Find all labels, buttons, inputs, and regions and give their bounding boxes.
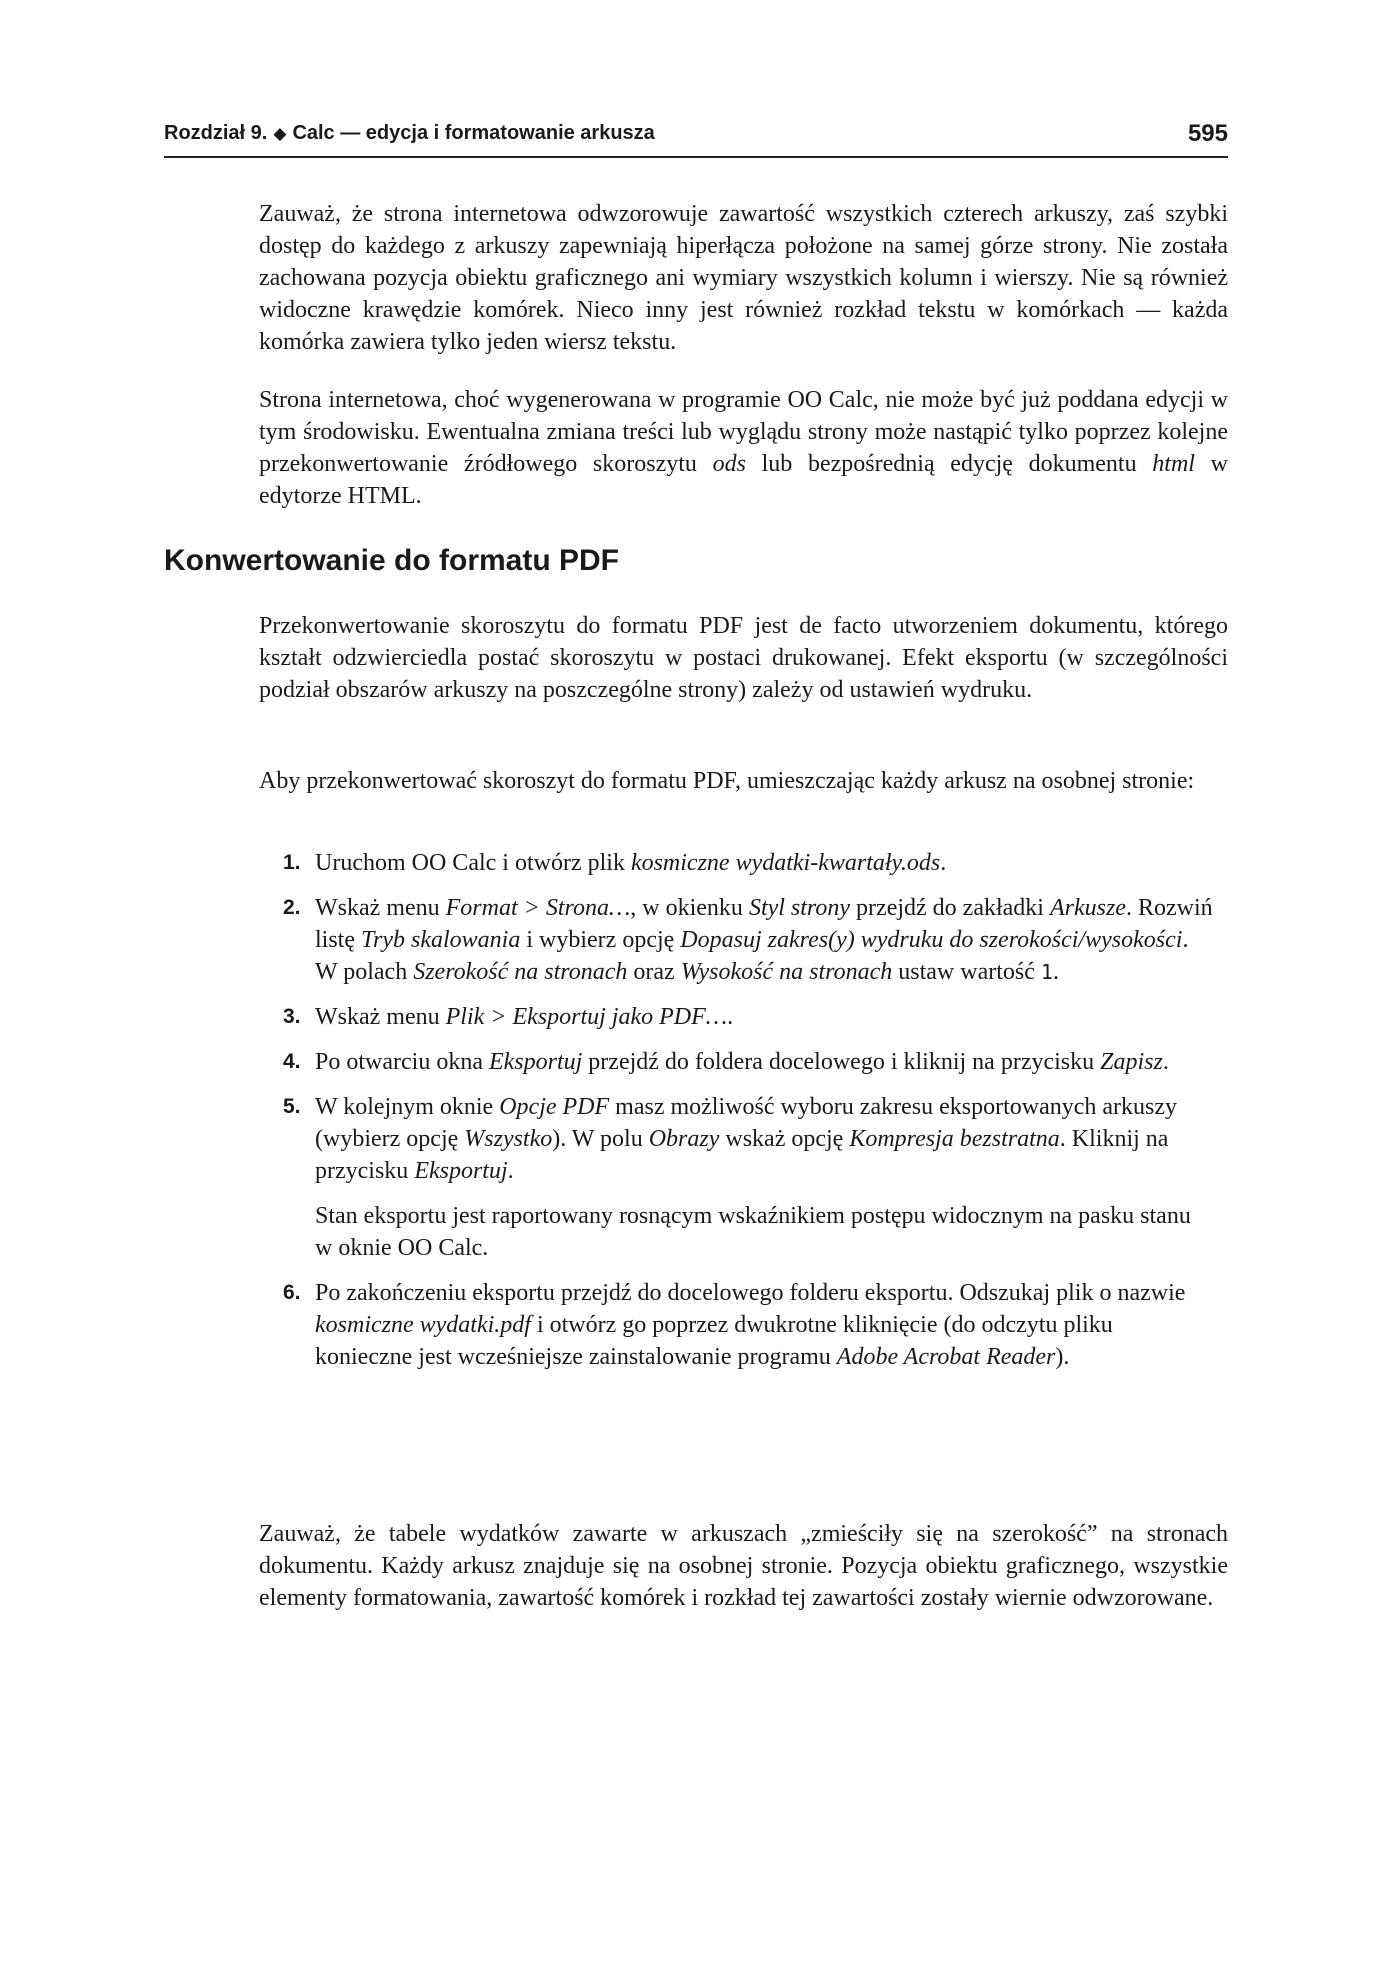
text-run: . — [727, 1004, 734, 1030]
step-item — [283, 1091, 1213, 1264]
step-number: 3. — [283, 1005, 301, 1028]
italic-term: Plik > Eksportuj jako PDF… — [445, 1004, 728, 1030]
text-run: przejdź do zakładki — [850, 895, 1050, 921]
italic-term: kosmiczne wydatki-kwartały.ods — [630, 850, 941, 876]
paragraph-pdf-intro — [259, 610, 1228, 706]
code-value: 1 — [1040, 960, 1053, 984]
paragraph-intro — [259, 198, 1228, 358]
step-number: 2. — [283, 896, 301, 919]
paragraph-text: Zauważ, że tabele wydatków zawarte w arkuszach „zmieściły się na szerokość” na stronach dokumentu. Każdy arkusz znajduje się na osobnej stronie. Pozycja obiektu graficznego, wszystkie elementy formatowania, zawartość komórek i rozkład tej zawartości zostały wiernie odwzorowane. — [259, 1521, 1228, 1611]
paragraph-text: Zauważ, że strona internetowa odwzorowuje zawartość wszystkich czterech arkuszy, zaś szybki dostęp do każdego z arkuszy zapewniają hiperłącza położone na samej górze strony. Nie została zachowana pozycja obiektu graficznego ani wymiary wszystkich kolumn i wierszy. Nie są również widoczne krawędzie komórek. Nieco inny jest również rozkład tekstu w komórkach — każda komórka zawiera tylko jeden wiersz tekstu. — [259, 201, 1228, 355]
step-number: 4. — [283, 1050, 301, 1073]
italic-term: Styl strony — [748, 895, 851, 921]
text-run: . — [940, 850, 947, 876]
italic-term: Obrazy — [648, 1126, 720, 1152]
steps-list — [283, 847, 1213, 1386]
text-run: i otwórz go poprzez dwukrotne kliknięcie (do odczytu pliku konieczne jest wcześniejsze zainstalowanie programu — [315, 1312, 1113, 1370]
italic-term: Eksportuj — [414, 1158, 508, 1184]
step-item — [283, 892, 1213, 988]
step-item — [283, 847, 1213, 879]
text-run: lub bezpośrednią edycję dokumentu — [745, 451, 1153, 477]
step-number: 6. — [283, 1281, 301, 1304]
text-run: ustaw wartość — [892, 959, 1041, 985]
step-note: Stan eksportu jest raportowany rosnącym wskaźnikiem postępu widocznym na pasku stanu w oknie OO Calc. — [315, 1203, 1191, 1261]
section-heading: Konwertowanie do formatu PDF — [164, 544, 620, 577]
page-number: 595 — [1187, 120, 1228, 147]
diamond-icon: ◆ — [273, 124, 287, 143]
running-header — [164, 116, 1228, 158]
text-run: W kolejnym oknie — [315, 1094, 500, 1120]
italic-term: Dopasuj zakres(y) wydruku do szerokości/wysokości — [680, 927, 1183, 953]
text-run: . W polach — [315, 927, 1189, 985]
text-run: i wybierz opcję — [520, 927, 681, 953]
text-run: . Rozwiń listę — [315, 895, 1213, 953]
text-run: wskaż opcję — [719, 1126, 850, 1152]
italic-term: kosmiczne wydatki.pdf — [315, 1312, 531, 1338]
text-run: Strona internetowa, choć wygenerowana w programie OO Calc, nie może być już poddana edycji w tym środowisku. Ewentualna zmiana treści lub wyglądu strony może nastąpić tylko poprzez kolejne przekonwertowanie źródłowego skoroszytu — [259, 387, 1228, 477]
paragraph-steps-intro — [259, 765, 1228, 797]
paragraph-editing — [259, 384, 1228, 512]
text-run: . — [1052, 959, 1059, 985]
text-run: . — [507, 1158, 514, 1184]
italic-term: Arkusze — [1049, 895, 1126, 921]
chapter-name: Calc — edycja i formatowanie arkusza — [292, 122, 655, 144]
italic-term: Adobe Acrobat Reader — [836, 1344, 1056, 1370]
text-run: ). — [1055, 1344, 1070, 1370]
text-run: . Kliknij na przycisku — [315, 1126, 1169, 1184]
italic-term: Format > Strona… — [445, 895, 631, 921]
text-run: przejdź do foldera docelowego i kliknij na przycisku — [582, 1049, 1101, 1075]
step-item — [283, 1001, 1213, 1033]
text-run: masz możliwość wyboru zakresu eksportowanych arkuszy (wybierz opcję — [315, 1094, 1178, 1152]
chapter-label: Rozdział 9. — [164, 122, 268, 144]
text-run: . — [1162, 1049, 1169, 1075]
italic-term: Kompresja bezstratna — [849, 1126, 1060, 1152]
italic-term: Wszystko — [464, 1126, 553, 1152]
paragraph-conclusion — [259, 1518, 1228, 1614]
italic-term: html — [1152, 451, 1195, 477]
italic-term: ods — [712, 451, 746, 477]
paragraph-text: Aby przekonwertować skoroszyt do formatu PDF, umieszczając każdy arkusz na osobnej stronie: — [259, 768, 1195, 794]
step-number: 1. — [283, 851, 301, 874]
paragraph-text: Przekonwertowanie skoroszytu do formatu PDF jest de facto utworzeniem dokumentu, którego kształt odzwierciedla postać skoroszytu w postaci drukowanej. Efekt eksportu (w szczególności podział obszarów arkuszy na poszczególne strony) zależy od ustawień wydruku. — [259, 613, 1228, 703]
text-run: Wskaż menu — [315, 895, 446, 921]
text-run: ). W polu — [552, 1126, 649, 1152]
paragraph-text — [259, 384, 1228, 512]
italic-term: Wysokość na stronach — [680, 959, 893, 985]
italic-term: Tryb skalowania — [361, 927, 521, 953]
italic-term: Zapisz — [1100, 1049, 1163, 1075]
text-run: Wskaż menu — [315, 1004, 446, 1030]
text-run: , w okienku — [630, 895, 749, 921]
text-run: Po otwarciu okna — [315, 1049, 489, 1075]
text-run: oraz — [627, 959, 681, 985]
text-run: Uruchom OO Calc i otwórz plik — [315, 850, 631, 876]
text-run: Po zakończeniu eksportu przejdź do docelowego folderu eksportu. Odszukaj plik o nazwie — [315, 1280, 1186, 1306]
step-item — [283, 1277, 1213, 1373]
chapter-title — [164, 122, 655, 145]
italic-term: Szerokość na stronach — [413, 959, 628, 985]
italic-term: Eksportuj — [488, 1049, 583, 1075]
step-item — [283, 1046, 1213, 1078]
text-run: w edytorze HTML. — [259, 451, 1228, 509]
step-number: 5. — [283, 1095, 301, 1118]
italic-term: Opcje PDF — [499, 1094, 610, 1120]
